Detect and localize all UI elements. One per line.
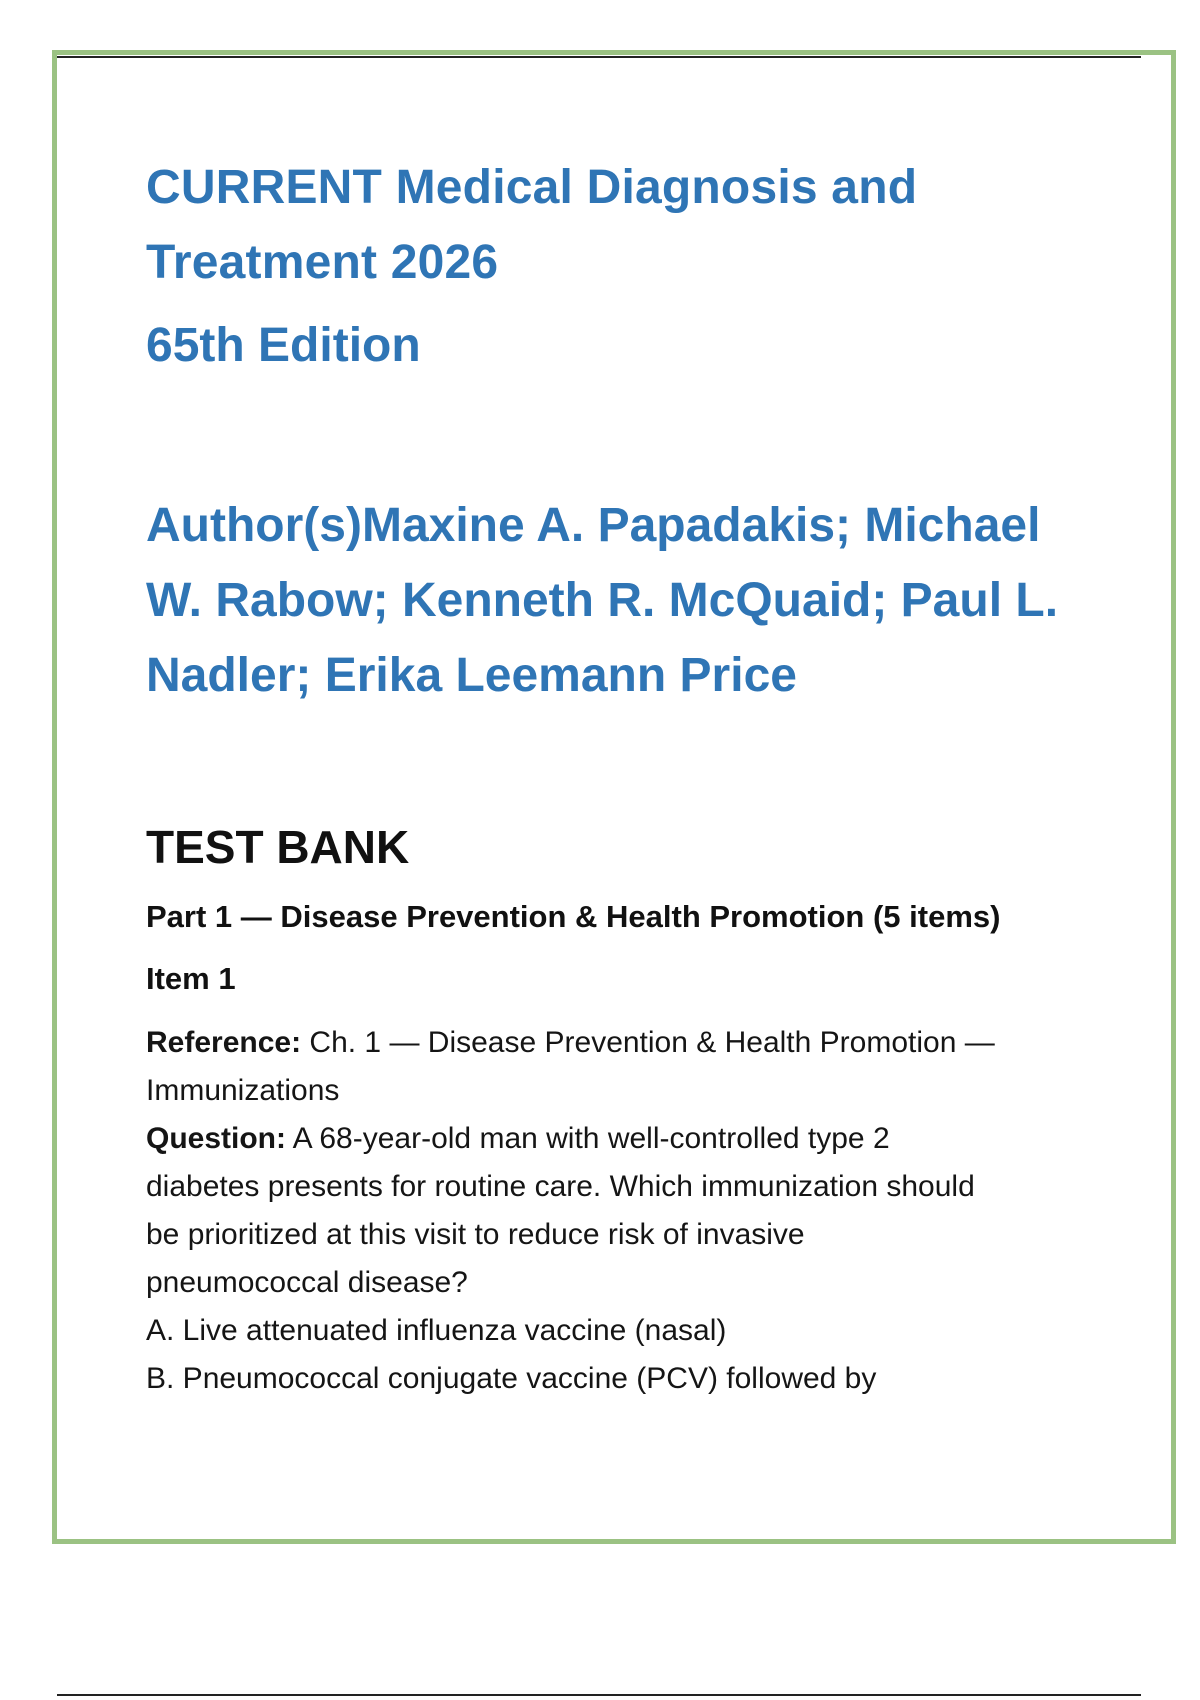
edition: 65th Edition	[146, 319, 421, 372]
question-label: Question:	[146, 1122, 286, 1155]
question-line-1	[146, 1115, 1096, 1163]
reference-label: Reference:	[146, 1026, 302, 1059]
test-bank-heading: TEST BANK	[146, 821, 410, 873]
authors-line-3: Nadler; Erika Leemann Price	[146, 649, 797, 702]
book-title	[146, 150, 1096, 300]
question-body	[146, 1019, 1096, 1403]
question-line-4: pneumococcal disease?	[146, 1266, 468, 1299]
question-text-1: A 68-year-old man with well-controlled type 2	[286, 1122, 890, 1155]
question-line-2: diabetes presents for routine care. Which immunization should	[146, 1170, 975, 1203]
authors	[146, 488, 1096, 713]
title-line-2: Treatment 2026	[146, 236, 499, 289]
title-line-1: CURRENT Medical Diagnosis and	[146, 161, 918, 214]
item-title: Item 1	[146, 961, 236, 996]
reference-line	[146, 1019, 1096, 1067]
document-content	[146, 150, 1096, 1403]
top-rule	[57, 56, 1141, 58]
authors-line-1: Author(s)Maxine A. Papadakis; Michael	[146, 499, 1041, 552]
part-title: Part 1 — Disease Prevention & Health Promotion (5 items)	[146, 899, 1001, 934]
authors-line-2: W. Rabow; Kenneth R. McQuaid; Paul L.	[146, 574, 1059, 627]
question-line-3: be prioritized at this visit to reduce risk of invasive	[146, 1218, 805, 1251]
reference-line-2: Immunizations	[146, 1074, 340, 1107]
bottom-rule	[57, 1694, 1141, 1696]
option-a: A. Live attenuated influenza vaccine (nasal)	[146, 1314, 727, 1347]
option-b: B. Pneumococcal conjugate vaccine (PCV) followed by	[146, 1362, 877, 1395]
reference-text: Ch. 1 — Disease Prevention & Health Promotion —	[301, 1026, 995, 1059]
